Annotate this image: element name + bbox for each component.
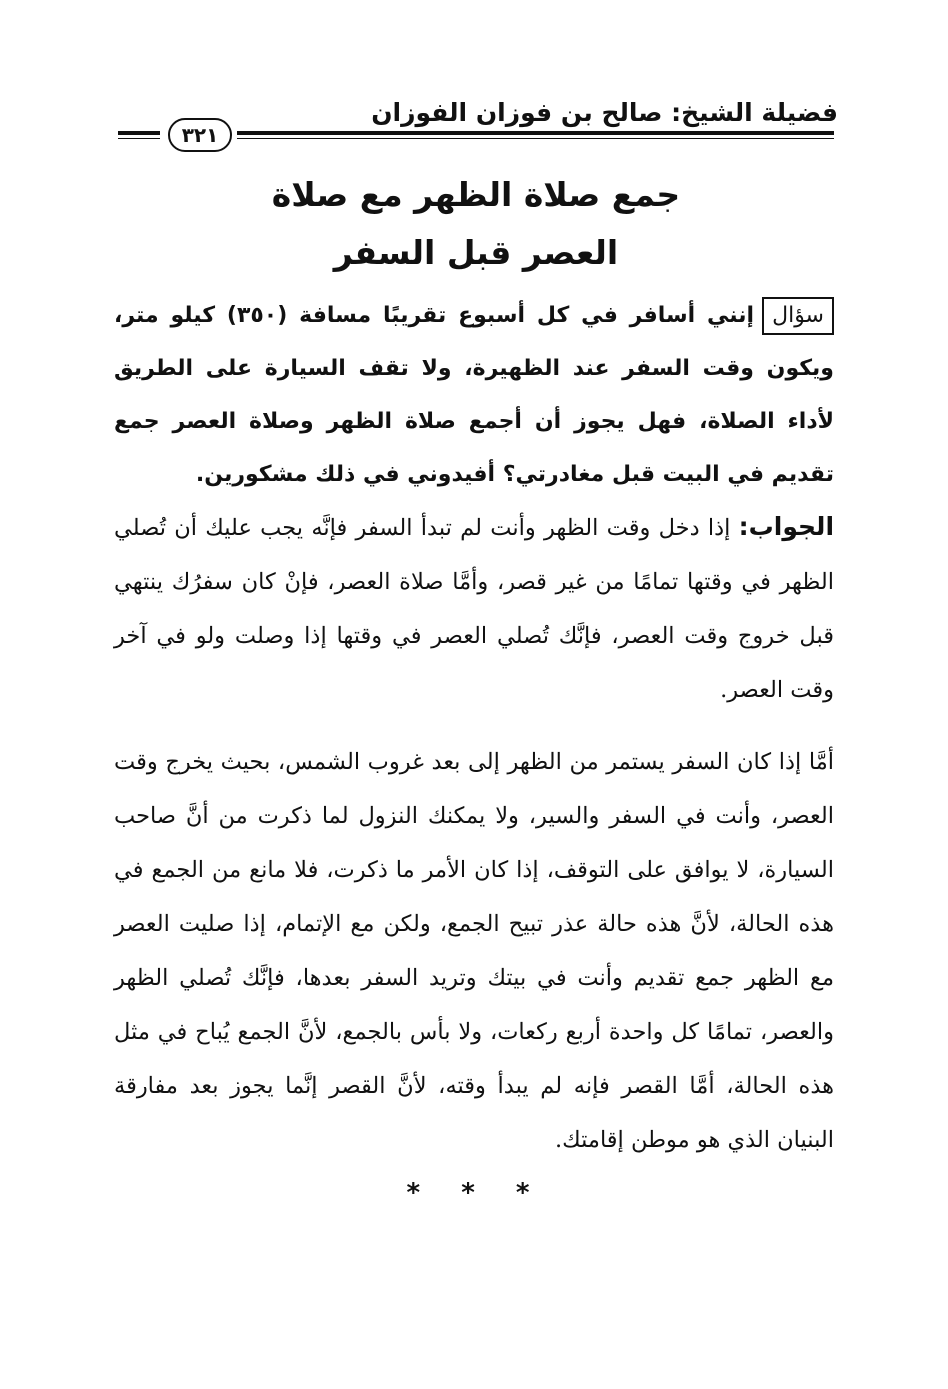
- section-separator: * * *: [406, 1178, 546, 1208]
- question-text: إنني أسافر في كل أسبوع تقريبًا مسافة (٣٥٠) كيلو متر، ويكون وقت السفر عند الظهيرة، ولا تقف السيارة على الطريق لأداء الصلاة، فهل يجوز أن أجمع صلاة الظهر وصلاة العصر جمع تقديم في البيت قبل مغادرتي؟ أفيدوني في ذلك مشكورين.: [114, 303, 834, 487]
- answer-paragraph-2: أمَّا إذا كان السفر يستمر من الظهر إلى بعد غروب الشمس، بحيث يخرج وقت العصر، وأنت في السفر والسير، ولا يمكنك النزول لما ذكرت من أنَّ صاحب السيارة، لا يوافق على التوقف، إذا كان الأمر ما ذكرت، فلا مانع من الجمع في هذه الحالة، لأنَّ هذه حالة عذر تبيح الجمع، ولكن مع الإتمام، إذا صليت العصر مع الظهر جمع تقديم وأنت في بيتك وتريد السفر بعدها، فإنَّك تُصلي الظهر والعصر، تمامًا كل واحدة أربع ركعات، ولا بأس بالجمع، لأنَّ الجمع يُباح في مثل هذه الحالة، أمَّا القصر فإنه لم يبدأ وقته، لأنَّ القصر إنَّما يجوز بعد مفارقة البنيان الذي هو موطن إقامتك.: [114, 749, 834, 1153]
- chapter-title-line-1: جمع صلاة الظهر مع صلاة: [271, 175, 681, 214]
- answer-block: [114, 500, 834, 1167]
- question-label-box: سؤال: [762, 297, 834, 335]
- question-block: [114, 289, 834, 501]
- answer-paragraph-1-text: إذا دخل وقت الظهر وأنت لم تبدأ السفر فإنَّه يجب عليك أن تُصلي الظهر في وقتها تمامًا من غير قصر، وأمَّا صلاة العصر، فإنْ كان سفرُك ينتهي قبل خروج وقت العصر، فإنَّك تُصلي العصر في وقتها إذا وصلت ولو في آخر وقت العصر.: [114, 515, 834, 703]
- running-head: فضيلة الشيخ: صالح بن فوزان الفوزان: [371, 98, 838, 127]
- header-rule-left-segment: [118, 131, 160, 139]
- page-number: ٣٢١: [168, 118, 232, 152]
- answer-label: الجواب:: [738, 512, 835, 541]
- chapter-title-line-2: العصر قبل السفر: [333, 233, 619, 272]
- answer-paragraph-1: [114, 500, 834, 717]
- header-rule: [118, 124, 834, 148]
- header-rule-main-segment: [237, 131, 834, 139]
